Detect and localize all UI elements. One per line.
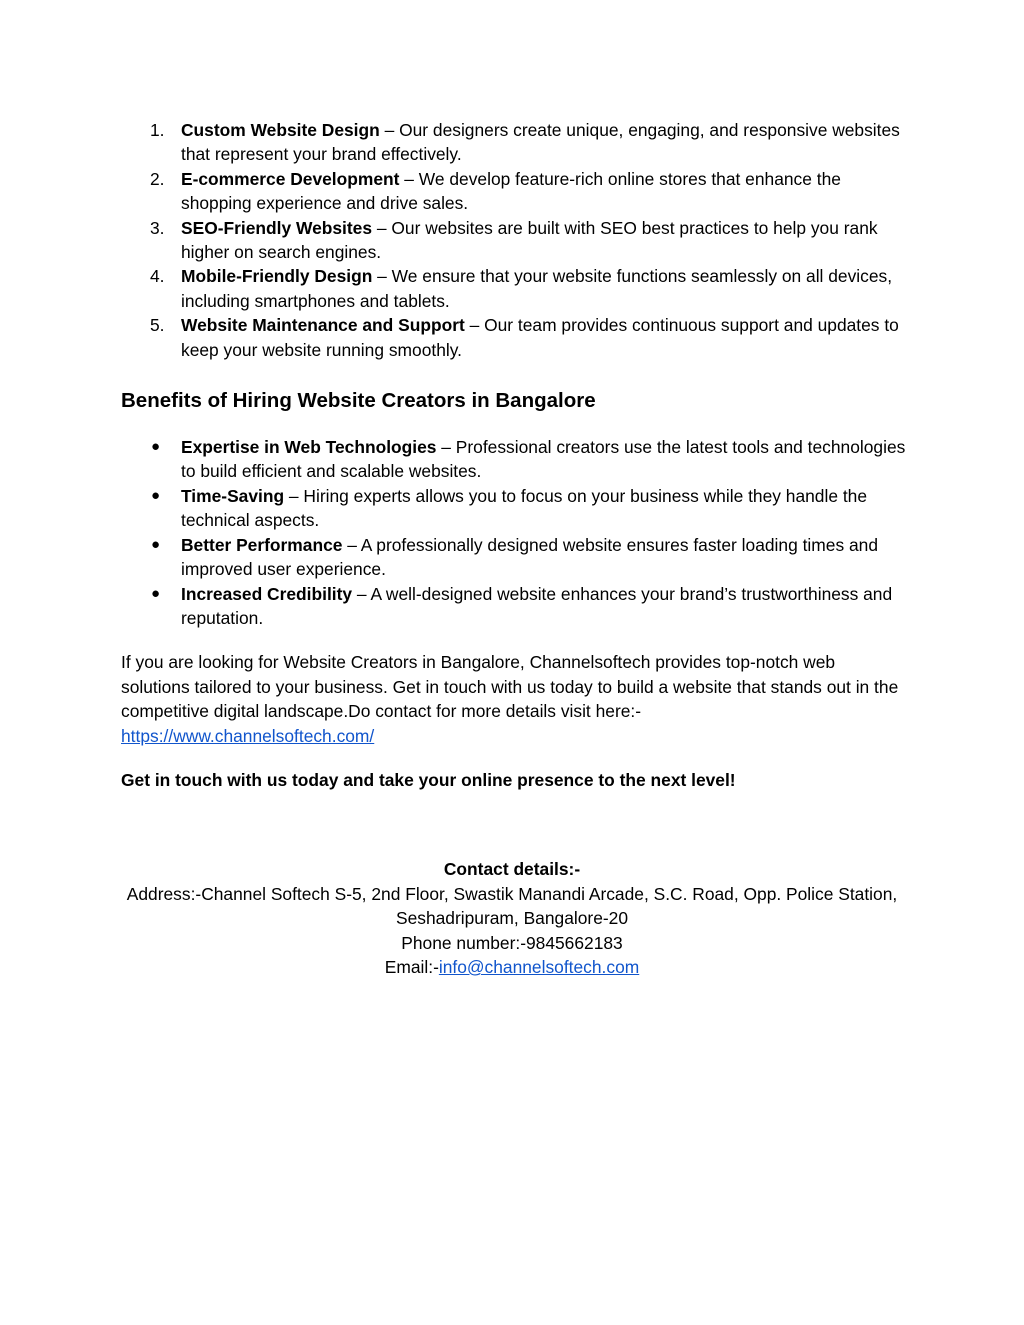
service-term: SEO-Friendly Websites <box>181 217 373 238</box>
bullet-icon: ● <box>151 486 161 504</box>
benefit-term: Increased Credibility <box>181 583 353 604</box>
bullet-icon: ● <box>151 584 161 602</box>
list-number: 1. <box>150 120 165 140</box>
contact-block <box>121 857 903 979</box>
intro-paragraph <box>121 650 906 748</box>
call-to-action: Get in touch with us today and take your online presence to the next level! <box>121 769 736 790</box>
service-term: Custom Website Design <box>181 120 380 140</box>
list-number: 2. <box>150 168 165 189</box>
contact-phone: Phone number:-9845662183 <box>401 932 623 953</box>
service-desc: – Our designers create unique, engaging, and responsive websites that represent your brand effectively. <box>181 120 900 165</box>
list-item <box>121 264 906 313</box>
service-desc: – We develop feature-rich online stores that enhance the shopping experience and drive sales. <box>181 168 841 214</box>
contact-title: Contact details:- <box>443 859 581 880</box>
intro-text: If you are looking for Website Creators in Bangalore, Channelsoftech provides top-notch web solutions tailored to your business. Get in touch with us today to build a website that stands out in the competitive digital landscape.Do contact for more details visit here:- <box>121 652 899 722</box>
list-number: 4. <box>150 266 165 287</box>
website-link[interactable]: https://www.channelsoftech.com/ <box>121 725 375 746</box>
benefit-desc: – A professionally designed website ensures faster loading times and improved user experience. <box>181 534 878 580</box>
benefit-term: Better Performance <box>181 534 343 555</box>
list-item <box>121 484 906 533</box>
document-page <box>121 118 906 979</box>
email-label: Email:- <box>384 956 439 977</box>
list-number: 5. <box>150 315 165 336</box>
list-item <box>121 533 906 582</box>
bullet-icon: ● <box>151 438 161 456</box>
list-item <box>121 435 906 484</box>
benefits-list <box>121 435 906 630</box>
service-term: Website Maintenance and Support <box>181 315 465 336</box>
email-link[interactable]: info@channelsoftech.com <box>438 956 640 977</box>
contact-address: Address:-Channel Softech S-5, 2nd Floor, Swastik Manandi Arcade, S.C. Road, Opp. Police Station, Seshadripuram, Bangalore-20 <box>126 883 898 929</box>
service-term: Mobile-Friendly Design <box>181 266 373 287</box>
list-item <box>121 216 906 265</box>
services-list <box>121 118 906 362</box>
list-number: 3. <box>150 217 165 238</box>
list-item <box>121 118 906 167</box>
service-desc: – Our websites are built with SEO best practices to help you rank higher on search engines. <box>181 217 878 263</box>
benefit-desc: – Professional creators use the latest tools and technologies to build efficient and scalable websites. <box>181 437 906 482</box>
service-term: E-commerce Development <box>181 168 400 189</box>
list-item <box>121 582 906 631</box>
benefit-desc: – Hiring experts allows you to focus on your business while they handle the technical aspects. <box>181 485 868 531</box>
bullet-icon: ● <box>151 535 161 553</box>
benefits-heading: Benefits of Hiring Website Creators in Bangalore <box>121 389 596 413</box>
contact-email-line <box>121 955 903 979</box>
list-item <box>121 313 906 362</box>
benefit-desc: – A well-designed website enhances your brand’s trustworthiness and reputation. <box>181 583 893 628</box>
benefit-term: Time-Saving <box>181 485 285 506</box>
benefit-term: Expertise in Web Technologies <box>181 437 437 458</box>
list-item <box>121 167 906 216</box>
service-desc: – We ensure that your website functions seamlessly on all devices, including smartphones and tablets. <box>181 266 893 311</box>
service-desc: – Our team provides continuous support and updates to keep your website running smoothly. <box>181 315 899 360</box>
